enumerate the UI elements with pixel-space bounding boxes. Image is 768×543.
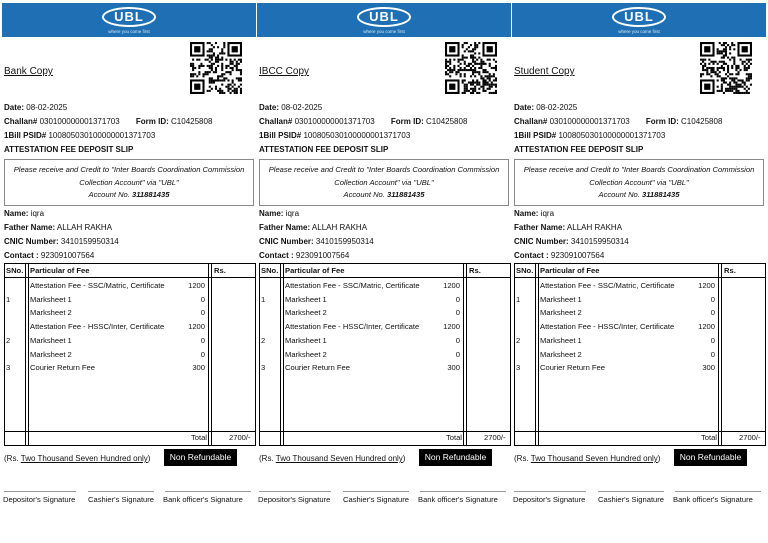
fee-row-particular: Marksheet 1 <box>30 294 72 304</box>
non-refundable-badge: Non Refundable <box>419 449 492 466</box>
fee-row-sno: 3 <box>6 363 11 373</box>
fee-row-particular: Marksheet 2 <box>285 349 327 359</box>
fee-row-particular: Marksheet 2 <box>30 349 72 359</box>
ubl-banner <box>512 3 766 37</box>
slip-title: ATTESTATION FEE DEPOSIT SLIP <box>259 145 389 154</box>
total-amount: 2700/- <box>739 433 761 442</box>
fee-row-amount: 0 <box>710 294 715 304</box>
fee-table <box>259 263 511 446</box>
fee-row-particular: Marksheet 1 <box>540 294 582 304</box>
fee-row-amount: 1200 <box>443 281 460 290</box>
fee-row-amount: 1200 <box>443 322 460 332</box>
credit-notice: Please receive and Credit to "Inter Boards Coordination Commission Collection Account" via "UBL" Account No. 311881435 <box>514 159 764 206</box>
date-line: Date: 08-02-2025 <box>259 103 323 112</box>
psid-line: 1Bill PSID# 100805030100000001371703 <box>514 131 666 140</box>
credit-notice: Please receive and Credit to "Inter Boards Coordination Commission Collection Account" via "UBL" Account No. 311881435 <box>259 159 509 206</box>
copy-title: Student Copy <box>514 66 575 77</box>
challan-line: Challan# 030100000001371703 Form ID: C10425808 <box>4 117 213 126</box>
slip-student-copy <box>512 0 766 543</box>
fee-row-particular: Courier Return Fee <box>540 363 605 373</box>
fee-row-sno: 2 <box>516 335 521 345</box>
fee-row-amount: 0 <box>455 294 460 304</box>
fee-row-particular: Marksheet 1 <box>285 335 327 345</box>
ubl-tagline: where you come first <box>618 29 660 34</box>
contact-line: Contact : 923091007564 <box>259 251 350 260</box>
fee-row-particular: Marksheet 1 <box>30 335 72 345</box>
date-line: Date: 08-02-2025 <box>4 103 68 112</box>
name-line: Name: iqra <box>514 209 555 218</box>
fee-row-sno: 2 <box>6 335 11 345</box>
slip-bank-copy <box>2 0 256 543</box>
fee-row-particular: Attestation Fee - SSC/Matric, Certificate <box>30 281 165 290</box>
col-header-rs: Rs. <box>724 266 736 275</box>
contact-line: Contact : 923091007564 <box>4 251 95 260</box>
fee-row-amount: 0 <box>455 349 460 359</box>
fee-row-amount: 1200 <box>698 322 715 332</box>
cnic-line: CNIC Number: 3410159950314 <box>514 237 629 246</box>
slip-title: ATTESTATION FEE DEPOSIT SLIP <box>514 145 644 154</box>
non-refundable-badge: Non Refundable <box>164 449 237 466</box>
qr-code-icon <box>700 42 752 94</box>
credit-notice: Please receive and Credit to "Inter Boards Coordination Commission Collection Account" via "UBL" Account No. 311881435 <box>4 159 254 206</box>
fee-row-particular: Attestation Fee - SSC/Matric, Certificate <box>540 281 675 290</box>
officer-signature-label: Bank officer's Signature <box>418 495 498 504</box>
ubl-tagline: where you come first <box>363 29 405 34</box>
fee-row-particular: Attestation Fee - HSSC/Inter, Certificate <box>540 322 675 332</box>
name-line: Name: iqra <box>4 209 45 218</box>
fee-row-amount: 0 <box>200 335 205 345</box>
fee-row-particular: Courier Return Fee <box>30 363 95 373</box>
col-header-sno: SNo. <box>261 266 279 275</box>
fee-row-particular: Marksheet 1 <box>285 294 327 304</box>
fee-row-amount: 0 <box>200 308 205 318</box>
fee-row-particular: Marksheet 2 <box>285 308 327 318</box>
col-header-particular: Particular of Fee <box>30 266 90 275</box>
fee-row-particular: Marksheet 2 <box>30 308 72 318</box>
fee-row-amount: 300 <box>192 363 205 373</box>
col-header-particular: Particular of Fee <box>285 266 345 275</box>
fee-row-amount: 0 <box>455 335 460 345</box>
fee-row-sno: 1 <box>261 294 266 304</box>
challan-line: Challan# 030100000001371703 Form ID: C10425808 <box>259 117 468 126</box>
cashier-signature-label: Cashier's Signature <box>598 495 665 504</box>
fee-row-amount: 1200 <box>188 281 205 290</box>
copy-title: IBCC Copy <box>259 66 310 77</box>
non-refundable-badge: Non Refundable <box>674 449 747 466</box>
fee-table <box>4 263 256 446</box>
qr-code-icon <box>190 42 242 94</box>
depositor-signature-label: Depositor's Signature <box>3 495 76 504</box>
col-header-rs: Rs. <box>214 266 226 275</box>
total-label: Total <box>445 433 462 442</box>
father-name-line: Father Name: ALLAH RAKHA <box>259 223 368 232</box>
ubl-logo: UBL <box>612 7 666 27</box>
fee-row-amount: 0 <box>710 349 715 359</box>
psid-line: 1Bill PSID# 100805030100000001371703 <box>4 131 156 140</box>
fee-row-amount: 1200 <box>188 322 205 332</box>
fee-row-particular: Courier Return Fee <box>285 363 350 373</box>
cnic-line: CNIC Number: 3410159950314 <box>259 237 374 246</box>
fee-row-amount: 300 <box>447 363 460 373</box>
cashier-signature-label: Cashier's Signature <box>88 495 155 504</box>
ubl-banner <box>257 3 511 37</box>
fee-row-particular: Marksheet 1 <box>540 335 582 345</box>
depositor-signature-label: Depositor's Signature <box>513 495 586 504</box>
ubl-logo: UBL <box>357 7 411 27</box>
psid-line: 1Bill PSID# 100805030100000001371703 <box>259 131 411 140</box>
contact-line: Contact : 923091007564 <box>514 251 605 260</box>
total-amount: 2700/- <box>229 433 251 442</box>
ubl-logo: UBL <box>102 7 156 27</box>
depositor-signature-label: Depositor's Signature <box>258 495 331 504</box>
col-header-sno: SNo. <box>6 266 24 275</box>
fee-row-sno: 3 <box>516 363 521 373</box>
fee-row-particular: Attestation Fee - HSSC/Inter, Certificate <box>30 322 165 332</box>
fee-row-sno: 3 <box>261 363 266 373</box>
cnic-line: CNIC Number: 3410159950314 <box>4 237 119 246</box>
fee-row-particular: Attestation Fee - HSSC/Inter, Certificate <box>285 322 420 332</box>
fee-row-particular: Attestation Fee - SSC/Matric, Certificate <box>285 281 420 290</box>
col-header-particular: Particular of Fee <box>540 266 600 275</box>
total-label: Total <box>700 433 717 442</box>
fee-row-amount: 300 <box>702 363 715 373</box>
fee-row-amount: 0 <box>710 335 715 345</box>
total-amount: 2700/- <box>484 433 506 442</box>
fee-row-sno: 2 <box>261 335 266 345</box>
name-line: Name: iqra <box>259 209 300 218</box>
cashier-signature-label: Cashier's Signature <box>343 495 410 504</box>
fee-row-amount: 0 <box>455 308 460 318</box>
fee-table <box>514 263 766 446</box>
challan-line: Challan# 030100000001371703 Form ID: C10425808 <box>514 117 723 126</box>
officer-signature-label: Bank officer's Signature <box>163 495 243 504</box>
fee-row-amount: 0 <box>710 308 715 318</box>
col-header-rs: Rs. <box>469 266 481 275</box>
amount-in-words: (Rs. Two Thousand Seven Hundred only) <box>4 454 151 463</box>
ubl-banner <box>2 3 256 37</box>
fee-row-particular: Marksheet 2 <box>540 349 582 359</box>
ubl-tagline: where you come first <box>108 29 150 34</box>
slip-ibcc-copy <box>257 0 511 543</box>
father-name-line: Father Name: ALLAH RAKHA <box>4 223 113 232</box>
col-header-sno: SNo. <box>516 266 534 275</box>
father-name-line: Father Name: ALLAH RAKHA <box>514 223 623 232</box>
fee-row-sno: 1 <box>516 294 521 304</box>
fee-row-amount: 0 <box>200 294 205 304</box>
fee-row-sno: 1 <box>6 294 11 304</box>
amount-in-words: (Rs. Two Thousand Seven Hundred only) <box>514 454 661 463</box>
amount-in-words: (Rs. Two Thousand Seven Hundred only) <box>259 454 406 463</box>
total-label: Total <box>190 433 207 442</box>
fee-row-particular: Marksheet 2 <box>540 308 582 318</box>
date-line: Date: 08-02-2025 <box>514 103 578 112</box>
fee-row-amount: 0 <box>200 349 205 359</box>
fee-row-amount: 1200 <box>698 281 715 290</box>
copy-title: Bank Copy <box>4 66 53 77</box>
qr-code-icon <box>445 42 497 94</box>
officer-signature-label: Bank officer's Signature <box>673 495 753 504</box>
slip-title: ATTESTATION FEE DEPOSIT SLIP <box>4 145 134 154</box>
